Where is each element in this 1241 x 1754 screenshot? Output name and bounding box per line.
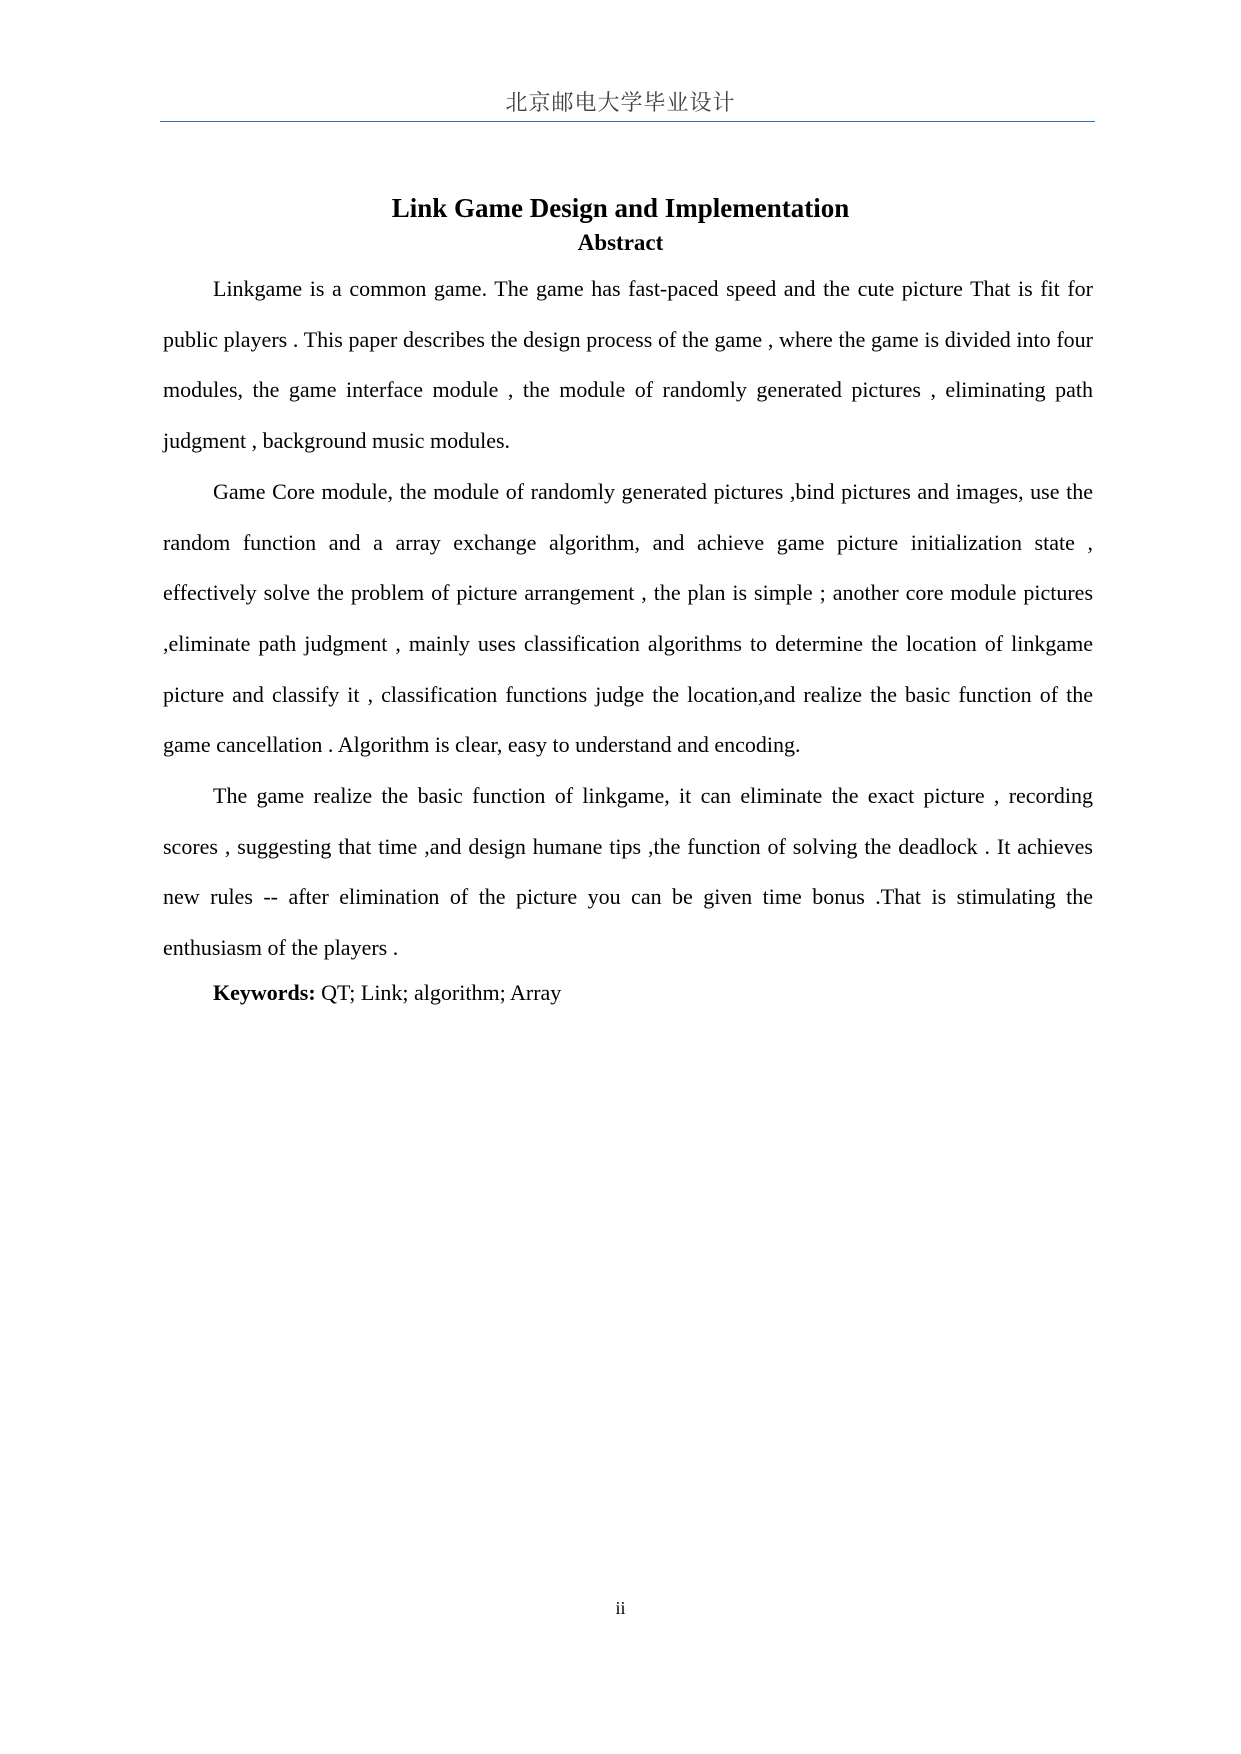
document-title: Link Game Design and Implementation xyxy=(391,193,850,223)
abstract-heading: Abstract xyxy=(577,230,664,255)
keywords-value: QT; Link; algorithm; Array xyxy=(315,979,562,1005)
keywords-line xyxy=(163,977,1093,1009)
abstract-paragraph-3: The game realize the basic function of linkgame, it can eliminate the exact picture , recording scores , suggesting that time ,and design humane tips ,the function of solving the deadlock . It achieves new rules -- after elimination of the picture you can be given time bonus .That is stimulating the enthusiasm of the players . xyxy=(163,783,1093,961)
keywords-label: Keywords: xyxy=(213,979,316,1005)
header-divider xyxy=(160,121,1095,122)
abstract-body xyxy=(163,264,1093,1009)
abstract-paragraph-1: Linkgame is a common game. The game has fast-paced speed and the cute picture That is fit for public players . This paper describes the design process of the game , where the game is divided into four modules, the game interface module , the module of randomly generated pictures , eliminating path judgment , background music modules. xyxy=(163,276,1093,454)
abstract-paragraph-2: Game Core module, the module of randomly generated pictures ,bind pictures and images, use the random function and a array exchange algorithm, and achieve game picture initialization state , effectively solve the problem of picture arrangement , the plan is simple ; another core module pictures ,eliminate path judgment , mainly uses classification algorithms to determine the location of linkgame picture and classify it , classification functions judge the location,and realize the basic function of the game cancellation . Algorithm is clear, easy to understand and encoding. xyxy=(163,478,1093,758)
running-header: 北京邮电大学毕业设计 xyxy=(505,91,736,116)
page-number: ii xyxy=(615,1598,626,1618)
